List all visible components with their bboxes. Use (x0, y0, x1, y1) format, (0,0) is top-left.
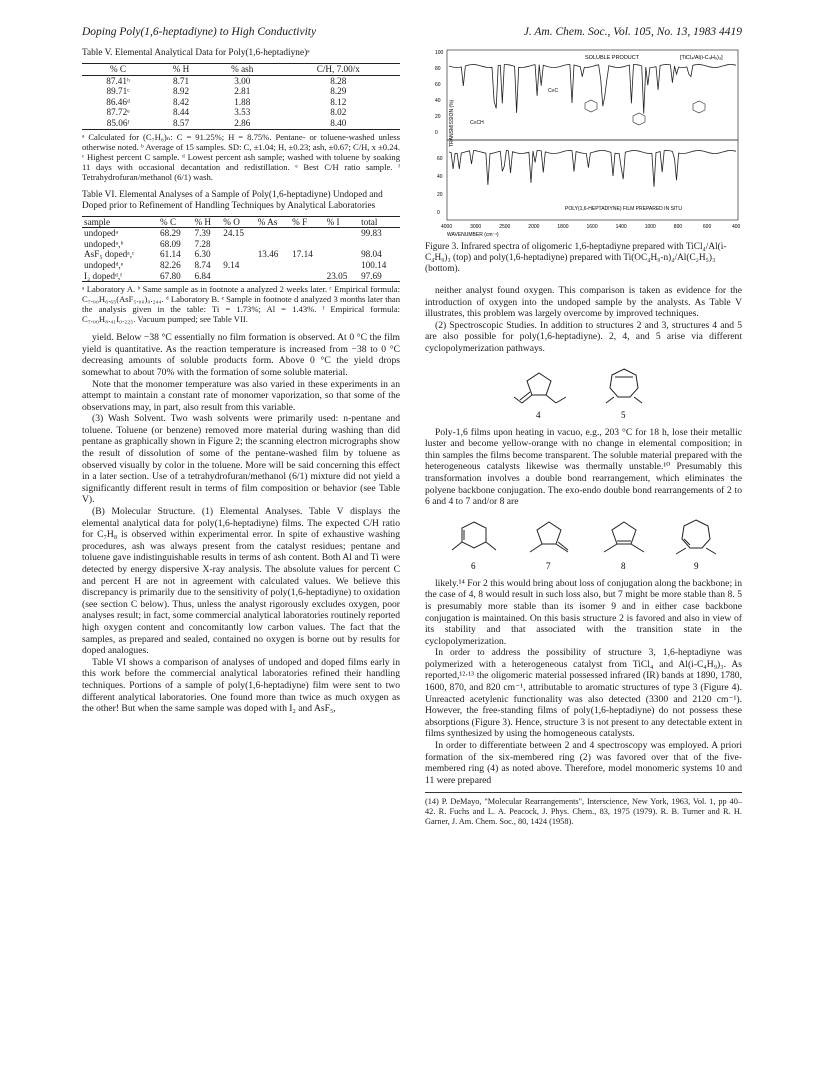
left-column (82, 48, 400, 715)
struct-label-8: 8 (620, 560, 625, 571)
struct-label-6: 6 (470, 560, 475, 571)
ir-ylabel: TRANSMISSION (%) (449, 99, 455, 147)
table6-header: sample (82, 216, 158, 228)
table5-cell: 8.02 (330, 107, 347, 118)
ir-annot-ch: C≡CH (470, 120, 484, 126)
header-left: Doping Poly(1,6-heptadiyne) to High Conductivity (82, 26, 317, 38)
figure3-ir-spectra (425, 48, 742, 238)
table5-row (82, 86, 400, 97)
right-body-text-2 (425, 427, 742, 508)
table6-row (82, 260, 400, 271)
table6-cell (256, 260, 290, 271)
table6-cell (256, 271, 290, 282)
table5-cell: 87.41ᵇ (106, 75, 130, 86)
ir-y-tick-top: 60 (435, 82, 441, 88)
ir-y-tick-bottom: 20 (437, 192, 443, 198)
ir-x-tick: 1800 (557, 224, 569, 230)
table5-cell: 87.72ᵉ (106, 107, 130, 118)
table5-cell: 8.44 (172, 107, 190, 118)
ir-y-tick-bottom: 0 (437, 210, 440, 216)
table5 (82, 63, 400, 130)
table6-cell: undopedᵃ,ᵇ (84, 238, 124, 249)
ir-y-tick-top: 40 (435, 98, 441, 104)
table6-footnote: ᵃ Laboratory A. ᵇ Same sample as in footnote a analyzed 2 weeks later. ᶜ Empirical formula: C₇.₀₀H₆.₆₅(AsF₅.₀₀)₀.₂₄₄. ᵈ Laboratory B. ᵉ Sample in footnote d analyzed 3 months later than the analysis given in the table: Ti = 1.73%; Al = 1.43%. ᶠ Empirical formula: C₇.₀₀H₈.₄₁I₀.₂₂₅. Vacuum pumped; see Table VII. (82, 284, 400, 325)
table6-header: % As (256, 216, 290, 228)
table6-cell (325, 228, 359, 239)
table6-cell: 6.30 (194, 249, 211, 260)
table5-cell: 2.81 (234, 86, 251, 97)
ir-y-tick-top: 20 (435, 114, 441, 120)
ir-bottom-label: POLY(1,6-HEPTADIYNE) FILM PREPARED IN SITU (565, 206, 682, 212)
structures-6-9 (434, 514, 734, 572)
ir-bottom-spectrum (449, 151, 736, 187)
ir-x-tick: 400 (732, 224, 741, 230)
ir-y-tick-bottom: 40 (437, 174, 443, 180)
table6-header: % I (325, 216, 359, 228)
table6-cell: 68.29 (160, 228, 181, 239)
table6-cell: 99.83 (361, 228, 382, 239)
ir-x-tick: 800 (673, 224, 683, 230)
table6-cell: 7.28 (194, 238, 211, 249)
table5-cell: 2.86 (208, 118, 277, 129)
ir-x-tick: 2500 (499, 224, 511, 230)
t5-h2: % ash (208, 64, 277, 76)
t5-h0: % C (82, 64, 154, 76)
table5-cell: 3.00 (234, 75, 251, 86)
table5-row (82, 75, 400, 86)
table6-header: % F (290, 216, 324, 228)
table6-cell (290, 228, 324, 239)
table5-body (82, 75, 400, 129)
table6-cell: 9.14 (223, 259, 240, 270)
paragraph: neither analyst found oxygen. This comparison is taken as evidence for the introduction of oxygen into the undoped sample by the analysts. As Table V illustrates, this problem was largely overcome by improved techniques. (425, 285, 742, 320)
struct-label-9: 9 (693, 560, 698, 571)
table6-body (82, 228, 400, 282)
ir-x-tick: 2000 (528, 224, 540, 230)
right-body-text-3 (425, 578, 742, 787)
table5-cell: 8.42 (172, 96, 190, 107)
table6-row (82, 271, 400, 282)
table5-cell: 8.40 (277, 118, 400, 129)
ir-x-tick: 600 (702, 224, 712, 230)
paragraph: Note that the monomer temperature was also varied in these experiments in an attempt to maintain a constant rate of monomer vaporization, so that some of the observations may, in part, also result from this variable. (82, 378, 400, 413)
paragraph: Table VI shows a comparison of analyses of undoped and doped films early in this work before the commercial analytical laboratories refined their handling techniques. Portions of a sample of poly(1,6-heptadiyne) film were sent to two different analytical laboratories. One found more than twice as much oxygen as the other! But when the same sample was doped with I₂ and AsF₅, (82, 656, 400, 715)
running-header (82, 26, 742, 38)
table6-cell: 17.14 (292, 249, 313, 260)
paragraph: (3) Wash Solvent. Two wash solvents were primarily used: n-pentane and toluene. Toluene (or benzene) removed more material during washing than did pentane as graphically shown in Figure 2; the scanning electron micrographs show the result of dissolution of some of the pentane-washed film by toluene as observed visually by color in the toluene. More will be said concerning this effect in a later section. Use of a tetrahydrofuran/methanol (6/1) mixture did not yield a significantly different result in terms of film composition or behavior (see Table V). (82, 413, 400, 506)
struct-label-7: 7 (545, 560, 550, 571)
table6-row (82, 239, 400, 250)
table6-cell: 61.14 (160, 249, 181, 260)
ir-x-tick: 1400 (615, 224, 627, 230)
paragraph: In order to differentiate between 2 and 4 spectroscopy was employed. A priori formation of the six-membered ring (2) was favored over that of the five-membered ring (4) as noted above. Therefore, model monomeric systems 10 and 11 were prepared (425, 740, 742, 786)
table5-cell: 8.29 (330, 86, 347, 97)
ir-xlabel: WAVENUMBER (cm⁻¹) (447, 232, 499, 238)
table6-cell: 100.14 (361, 259, 387, 270)
ir-annot-cc: C≡C (548, 88, 559, 94)
table6-row (82, 228, 400, 239)
table5-row (82, 107, 400, 118)
table5-cell: 8.28 (330, 75, 347, 86)
table6-cell (221, 249, 255, 260)
table6-cell: 82.26 (160, 259, 181, 270)
ir-x-tick: 1600 (586, 224, 598, 230)
table6-cell: 13.46 (257, 249, 279, 260)
table6-cell: undopedᵈ,ᵉ (84, 259, 124, 270)
struct-label-4: 4 (535, 409, 540, 420)
table6-cell: 24.15 (223, 228, 244, 239)
table6-cell (359, 239, 400, 250)
table6-cell: 98.04 (361, 249, 382, 260)
table6 (82, 216, 400, 283)
left-body-text (82, 332, 400, 715)
table5-cell: 1.88 (234, 96, 251, 107)
paragraph: Poly-1,6 films upon heating in vacuo, e.g., 203 °C for 18 h, lose their metallic luster and become yellow-orange with no change in elemental composition; in thin samples the films become transparent. The soluble material prepared with the heterogeneous catalysts likewise was thermally unstable.¹⁰ Presumably this transformation involves a double bond rearrangement, which eliminates the polyene backbone conjugation. The exo-endo double bond rearrangements of 2 to 6 and 4 to 7 and/or 8 are (425, 426, 742, 508)
table6-cell: 68.09 (160, 238, 181, 249)
table5-cell: 86.46ᵈ (106, 96, 130, 107)
struct-label-5: 5 (620, 409, 625, 420)
ir-y-tick-top: 0 (435, 130, 438, 136)
table6-cell: 67.80 (158, 271, 192, 282)
paragraph: (B) Molecular Structure. (1) Elemental Analyses. Table V displays the elemental analytical data for poly(1,6-heptadiyne) films. The expected C/H ratio for C₇H₈ is observed within experimental error. In spite of exhaustive washing procedures, ash was always present from the catalyst residues; pentane and toluene gave indistinguishable results in terms of ash content. Both Al and Ti were detected by energy dispersive X-ray analysis. The absolute values for percent C and percent H are not in agreement with calculated values. We believe this discrepancy is primarily due to the sensitivity of poly(1,6-heptadiyne) to oxidation (see section C below). Thus, unless the analyst rigorously excludes oxygen, poor analyses result; in fact, some commercial analytical laboratories routinely reported high oxygen content and concomitantly low carbon values. The fact that the samples, as prepared and sealed, contained no oxygen is borne out by results for doped analogues. (82, 506, 400, 657)
table5-cell: 8.57 (154, 118, 208, 129)
table6-cell: 97.69 (359, 271, 400, 282)
table6-cell (221, 239, 255, 250)
table5-cell: 89.71ᶜ (106, 86, 130, 97)
right-body-text-1 (425, 285, 742, 355)
table5-cell: 8.92 (172, 86, 190, 97)
table5-caption: Table V. Elemental Analytical Data for Poly(1,6-heptadiyne)ᵃ (82, 48, 310, 58)
table6-cell: 7.39 (194, 228, 211, 239)
ir-y-tick-bottom: 60 (437, 156, 443, 162)
ir-y-tick-top: 100 (435, 50, 444, 56)
table6-cell (290, 260, 324, 271)
table5-cell: 8.12 (330, 96, 347, 107)
ir-y-tick-top: 80 (435, 66, 441, 72)
paragraph: In order to address the possibility of structure 3, 1,6-heptadiyne was polymerized with a heterogeneous catalyst from TiCl₄ and Al(i-C₄H₉)₃. As reported,¹²·¹³ the oligomeric material possessed infrared (IR) bands at 1890, 1780, 1600, 870, and 820 cm⁻¹, attributable to aromatic structures of type 3 (Figure 4). Unreacted acetylenic functionality was also detected (3300 and 2120 cm⁻¹). However, the free-standing films of poly(1,6-heptadiyne) do not possess these absorptions (Figure 3). Hence, structure 3 is not present to any detectable extent in films synthesized by using the homogeneous catalysts. (425, 647, 742, 740)
ir-x-tick: 1000 (644, 224, 656, 230)
paragraph: yield. Below −38 °C essentially no film formation is observed. At 0 °C the film yield is quantitative. As the reaction temperature is increased from −38 to 0 °C decreasing amounts of soluble products form. Above 0 °C the yield drops somewhat to about 70% with the formation of some soluble material. (82, 332, 400, 378)
table5-row (82, 118, 400, 129)
table6-cell: 6.84 (192, 271, 221, 282)
table6-header: total (359, 216, 400, 228)
table6-cell: 8.74 (194, 259, 211, 270)
table5-cell: 3.53 (234, 107, 251, 118)
table6-cell (325, 249, 359, 260)
right-column (425, 48, 742, 827)
header-right: J. Am. Chem. Soc., Vol. 105, No. 13, 1983 4419 (523, 26, 742, 38)
table6-cell: I₂ dopedᵈ,ᶠ (82, 271, 158, 282)
table5-cell: 85.06ᶠ (82, 118, 154, 129)
figure3-caption: Figure 3. Infrared spectra of oligomeric 1,6-heptadiyne prepared with TiCl₄/Al(i-C₄H₉)₃ (top) and poly(1,6-heptadiyne) prepared with Ti(OC₄H₉-n)₄/Al(C₂H₅)₃ (bottom). (425, 242, 727, 274)
table6-cell: undopedᵃ (84, 228, 119, 239)
paragraph: (2) Spectroscopic Studies. In addition to structures 2 and 3, structures 4 and 5 are also possible for poly(1,6-heptadiyne). 2, 4, and 5 arise via different cyclopolymerization pathways. (425, 319, 742, 354)
table6-cell (256, 228, 290, 239)
t5-h1: % H (154, 64, 208, 76)
table6-cell (256, 239, 290, 250)
structures-4-5 (484, 361, 684, 421)
table6-cell (290, 239, 324, 250)
table6-caption: Table VI. Elemental Analyses of a Sample of Poly(1,6-heptadiyne) Undoped and Doped prior to Refinement of Handling Techniques by Analytical Laboratories (82, 189, 383, 211)
table6-cell: 23.05 (325, 271, 359, 282)
table6-row (82, 249, 400, 260)
ir-x-tick: 4000 (441, 224, 453, 230)
table5-cell: 8.71 (172, 75, 190, 86)
table6-header-row (82, 216, 400, 228)
ir-top-catalyst: [TiCl₄/Al(i-C₄H₉)₃] (680, 55, 723, 61)
table6-header: % C (158, 216, 192, 228)
paragraph: likely.¹⁴ For 2 this would bring about loss of conjugation along the backbone; in the case of 4, 8 would result in such loss also, but 7 might be more stable than 8. 5 is presumably more stable than its isomer 9 and in either case backbone conjugation is maintained. On this basis structure 2 is favored and also in view of its stability and that associated with the transition state in the cyclopolymerization. (425, 577, 742, 647)
table5-row (82, 97, 400, 108)
ir-x-tick: 3000 (470, 224, 482, 230)
t5-h3: C/H, 7.00/x (277, 64, 400, 76)
table6-header: % O (221, 216, 255, 228)
table6-header: % H (192, 216, 221, 228)
table6-cell (325, 260, 359, 271)
reference-14: (14) P. DeMayo, "Molecular Rearrangements", Interscience, New York, 1963, Vol. 1, pp 40–42. R. Fuchs and L. A. Peacock, J. Phys. Chem., 83, 1975 (1979). R. B. Turner and R. H. Garner, J. Am. Chem. Soc., 80, 1424 (1958). (425, 792, 742, 826)
table5-footnote: ᵃ Calculated for (C₇H₈)ₙ: C = 91.25%; H = 8.75%. Pentane- or toluene-washed unless otherwise noted. ᵇ Average of 15 samples. SD: C, ±1.04; H, ±0.23; ash, ±0.67; C/H, x ±0.24. ᶜ Highest percent C sample. ᵈ Lowest percent ash sample; washed with toluene by soaking 11 days with occasional decantation and redistillation. ᵉ Best C/H ratio sample. ᶠ Tetrahydrofuran/methanol (6/1) wash. (82, 131, 400, 182)
table6-cell: AsF₅ dopedᵃ,ᶜ (84, 249, 135, 260)
table6-cell (221, 271, 255, 282)
table6-cell (290, 271, 324, 282)
ir-top-label: SOLUBLE PRODUCT (585, 55, 640, 61)
table6-cell (325, 239, 359, 250)
